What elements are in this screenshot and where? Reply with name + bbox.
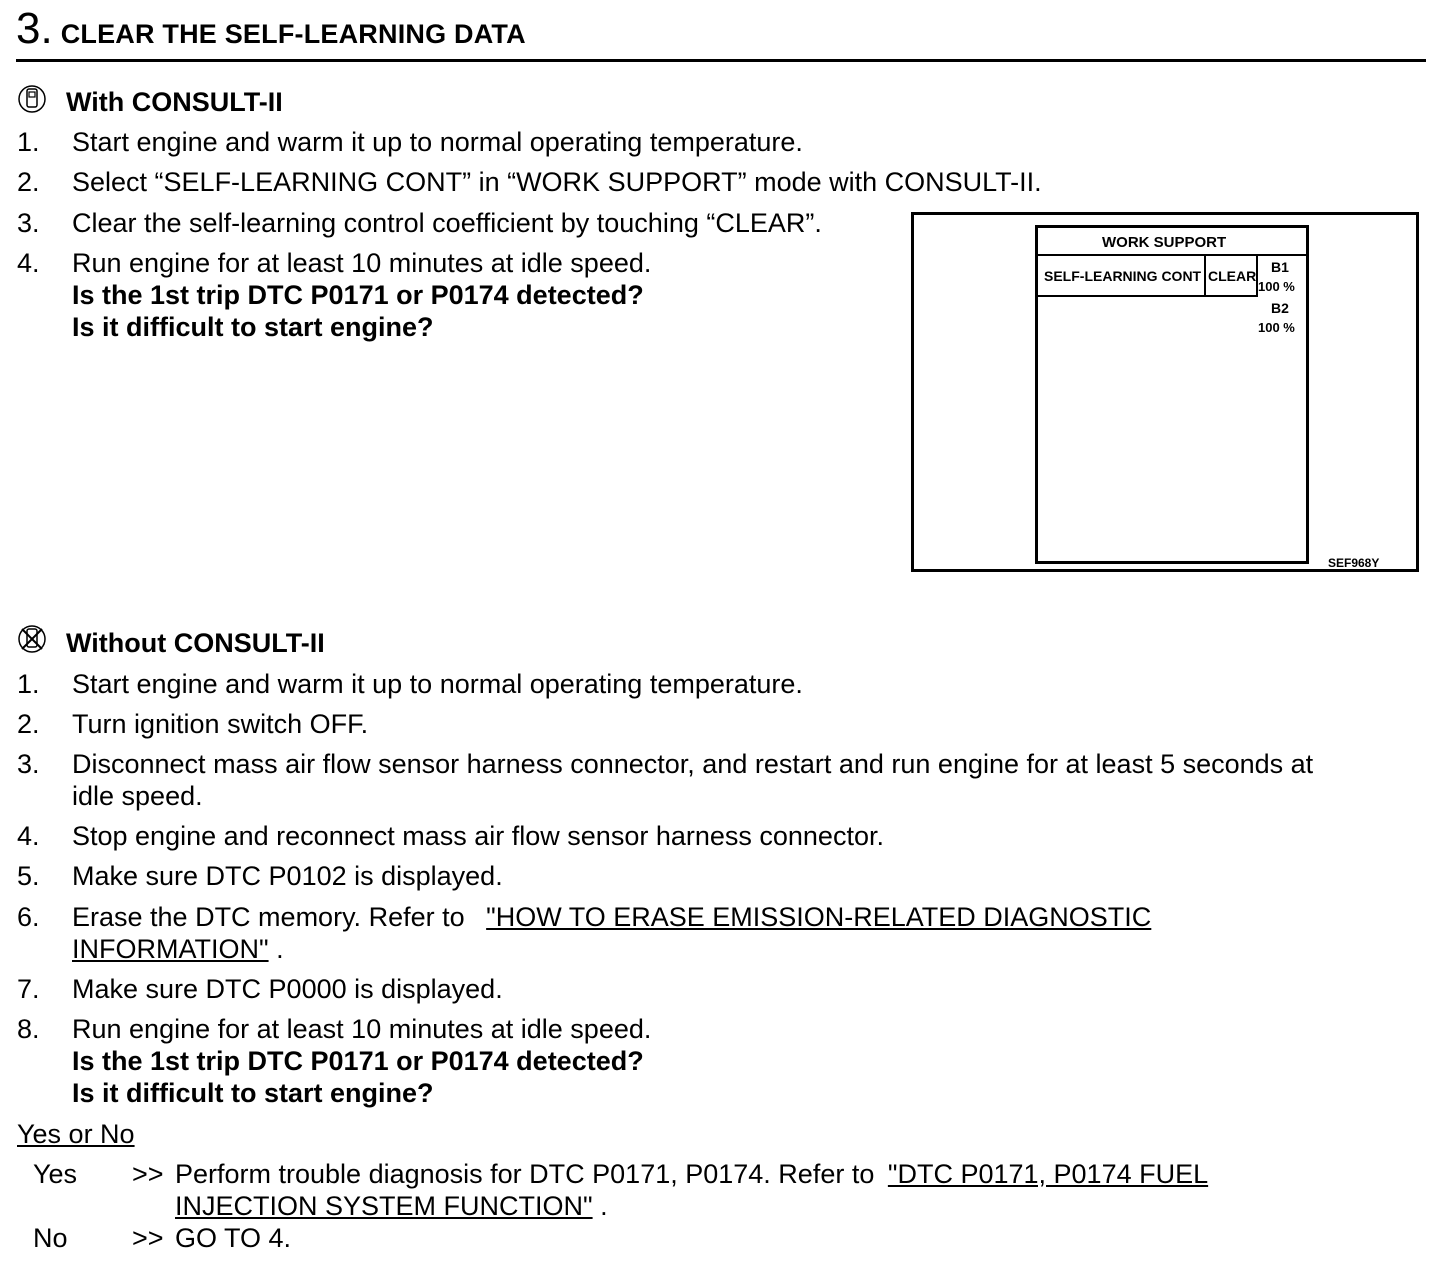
step-number: 2. [17, 709, 40, 739]
yes-action-text: Perform trouble diagnosis for DTC P0171, P0174. Refer to [175, 1159, 875, 1189]
step-number: 3. [17, 749, 40, 779]
bank2-value: 100 % [1258, 320, 1295, 335]
step-number: 2. [17, 167, 40, 197]
dtc-p0171-link-cont[interactable]: INJECTION SYSTEM FUNCTION" [175, 1191, 593, 1221]
step-number: 1. [17, 669, 40, 699]
question-start: Is it difficult to start engine? [72, 1078, 434, 1108]
step-number: 3. [17, 208, 40, 238]
step-number: 6. [17, 902, 40, 932]
step-text: Run engine for at least 10 minutes at idle speed. [72, 1014, 652, 1044]
step-text: Turn ignition switch OFF. [72, 709, 369, 739]
step-text-cont: idle speed. [72, 781, 203, 811]
step-number: 5. [17, 861, 40, 891]
link-trailing-dot: . [268, 934, 284, 964]
yes-label: Yes [33, 1159, 78, 1189]
dtc-p0171-link[interactable]: "DTC P0171, P0174 FUEL [887, 1159, 1209, 1189]
no-consult-icon [17, 624, 47, 654]
question-dtc: Is the 1st trip DTC P0171 or P0174 detected? [72, 1046, 644, 1076]
question-start: Is it difficult to start engine? [72, 312, 434, 342]
self-learning-item: SELF-LEARNING CONT [1044, 268, 1202, 284]
step-text: Clear the self-learning control coefficient by touching “CLEAR”. [72, 208, 822, 238]
step-number: 7. [17, 974, 40, 1004]
step-text-cont [72, 934, 284, 965]
step-text: Select “SELF-LEARNING CONT” in “WORK SUPPORT” mode with CONSULT-II. [72, 167, 1042, 197]
step-text: Make sure DTC P0102 is displayed. [72, 861, 503, 891]
yes-or-no-label: Yes or No [17, 1119, 135, 1149]
bank1-value: 100 % [1258, 279, 1295, 294]
bank2-label: B2 [1271, 300, 1289, 316]
without-consult-heading: Without CONSULT-II [66, 628, 325, 658]
step-number: 8. [17, 1014, 40, 1044]
yes-action [175, 1159, 1208, 1190]
bank1-label: B1 [1271, 259, 1289, 275]
consult-tool-icon [17, 84, 47, 114]
step-text-lead: Erase the DTC memory. Refer to [72, 902, 465, 932]
row-divider [1037, 295, 1258, 297]
step-text: Start engine and warm it up to normal operating temperature. [72, 127, 803, 157]
no-arrow: >> [132, 1223, 164, 1253]
heading-rule [16, 59, 1426, 62]
section-title: CLEAR THE SELF-LEARNING DATA [60, 19, 526, 49]
section-number: 3. [16, 4, 53, 53]
clear-button[interactable]: CLEAR [1208, 268, 1257, 284]
step-text: Disconnect mass air flow sensor harness connector, and restart and run engine for at least 5 seconds at [72, 749, 1314, 779]
question-dtc: Is the 1st trip DTC P0171 or P0174 detected? [72, 280, 644, 310]
with-consult-heading: With CONSULT-II [66, 87, 283, 117]
step-text: Start engine and warm it up to normal operating temperature. [72, 669, 803, 699]
step-text: Stop engine and reconnect mass air flow sensor harness connector. [72, 821, 884, 851]
erase-dtc-link[interactable]: "HOW TO ERASE EMISSION-RELATED DIAGNOSTIC [486, 902, 1152, 932]
cell-divider [1204, 256, 1206, 296]
link-trailing-dot: . [592, 1191, 608, 1221]
step-text [72, 902, 1151, 933]
yes-action-cont [175, 1191, 608, 1222]
step-number: 4. [17, 821, 40, 851]
no-action: GO TO 4. [175, 1223, 292, 1253]
section-heading [16, 4, 526, 54]
no-label: No [33, 1223, 68, 1253]
step-number: 4. [17, 248, 40, 278]
erase-dtc-link-cont[interactable]: INFORMATION" [72, 934, 269, 964]
yes-arrow: >> [132, 1159, 164, 1189]
step-text: Run engine for at least 10 minutes at idle speed. [72, 248, 652, 278]
screen-title: WORK SUPPORT [1102, 234, 1227, 251]
step-text: Make sure DTC P0000 is displayed. [72, 974, 503, 1004]
step-number: 1. [17, 127, 40, 157]
figure-code: SEF968Y [1328, 556, 1380, 570]
screen-divider [1037, 254, 1307, 256]
